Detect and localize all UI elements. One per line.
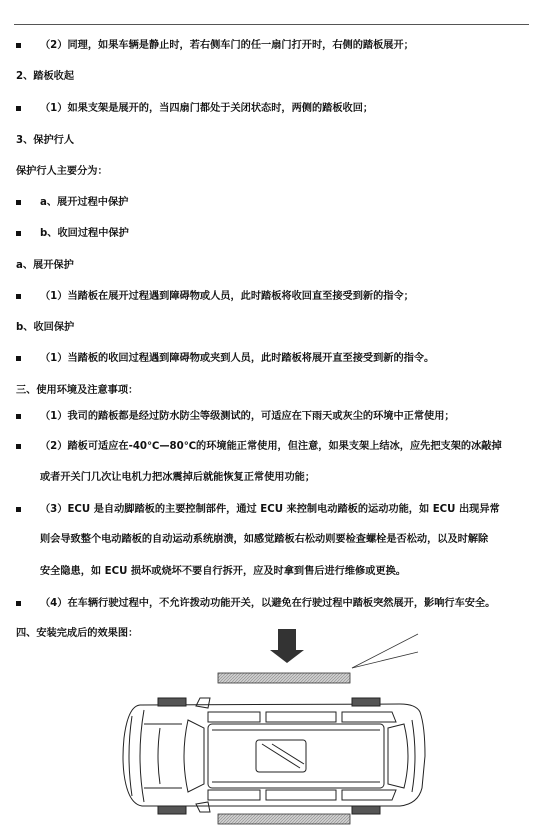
list-item: （3）ECU 是自动脚踏板的主要控制部件，通过 ECU 来控制电动踏板的运动功能，如 ECU 出现异常 [16, 503, 500, 517]
section-heading: 2、踏板收起 [16, 71, 75, 82]
down-arrow-icon [270, 629, 304, 663]
list-item: a、展开过程中保护 [16, 196, 128, 210]
installation-diagram [100, 628, 450, 825]
section-heading: 3、保护行人 [16, 135, 75, 146]
list-item: （2）同理，如果车辆是静止时，若右侧车门的任一扇门打开时，右侧的踏板展开； [16, 39, 414, 53]
list-item-continuation: 或者开关门几次让电机力把冰震掉后就能恢复正常使用功能； [40, 472, 316, 483]
section-heading: 四、安装完成后的效果图： [16, 628, 139, 639]
section-heading: b、收回保护 [16, 322, 75, 333]
header-rule [14, 24, 529, 25]
list-item-continuation: 则会导致整个电动踏板的自动运动系统崩溃，如感觉踏板右松动则要检查螺栓是否松动，以及时解除 [40, 534, 489, 545]
callout-lines [352, 634, 418, 668]
list-item: b、收回过程中保护 [16, 227, 129, 241]
list-item: （2）踏板可适应在-40℃—80℃的环境能正常使用，但注意，如果支架上结冰，应先把支架的冰敲掉 [16, 440, 502, 454]
running-board-top [218, 673, 350, 683]
car-top-view [123, 698, 425, 814]
running-board-bottom [218, 814, 350, 824]
list-item: （1）我司的踏板都是经过防水防尘等级测试的，可适应在下雨天或灰尘的环境中正常使用； [16, 410, 455, 424]
list-item: （1）当踏板的收回过程遇到障碍物或夹到人员，此时踏板将展开直至接受到新的指令。 [16, 352, 434, 366]
list-item-continuation: 安全隐患，如 ECU 损坏或烧坏不要自行拆开，应及时拿到售后进行维修或更换。 [40, 566, 406, 577]
section-heading: a、展开保护 [16, 260, 74, 271]
list-item: （4）在车辆行驶过程中，不允许拨动功能开关，以避免在行驶过程中踏板突然展开，影响行车安全。 [16, 597, 495, 611]
paragraph: 保护行人主要分为： [16, 166, 108, 177]
section-heading: 三、使用环境及注意事项： [16, 385, 139, 396]
list-item: （1）当踏板在展开过程遇到障碍物或人员，此时踏板将收回直至接受到新的指令； [16, 290, 414, 304]
list-item: （1）如果支架是展开的，当四扇门都处于关闭状态时，两侧的踏板收回； [16, 102, 373, 116]
